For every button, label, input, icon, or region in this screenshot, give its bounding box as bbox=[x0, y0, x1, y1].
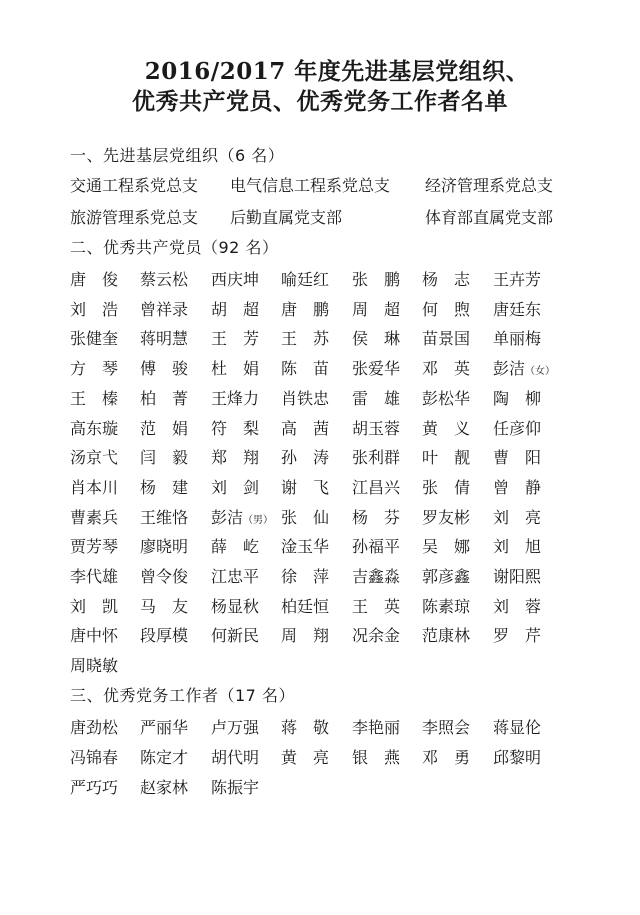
member-name bbox=[211, 478, 259, 498]
member-name-text: 王烽力 bbox=[211, 388, 260, 408]
member-name-text: 孙福平 bbox=[352, 537, 401, 557]
member-name bbox=[493, 508, 541, 528]
member-name-text: 谢 飞 bbox=[281, 477, 330, 497]
document-title-line2: 优秀共产党员、优秀党务工作者名单 bbox=[132, 88, 508, 115]
member-name bbox=[352, 300, 400, 320]
member-name bbox=[140, 626, 188, 646]
member-name bbox=[140, 448, 188, 468]
worker-name bbox=[211, 748, 259, 768]
worker-name-text: 李艳丽 bbox=[352, 718, 401, 737]
member-name bbox=[70, 597, 118, 617]
worker-name bbox=[422, 718, 470, 738]
member-name bbox=[281, 537, 329, 557]
member-name bbox=[422, 537, 470, 557]
member-name bbox=[422, 567, 470, 587]
member-name-text: 曹 阳 bbox=[493, 448, 542, 468]
member-name-text: 胡 超 bbox=[211, 299, 260, 319]
member-name bbox=[422, 448, 470, 468]
member-name bbox=[211, 300, 259, 320]
member-name bbox=[352, 597, 400, 617]
worker-name bbox=[70, 718, 118, 738]
member-name-text: 罗 芹 bbox=[493, 626, 542, 646]
member-name bbox=[422, 597, 470, 617]
member-name-text: 唐廷东 bbox=[493, 299, 542, 319]
worker-name-text: 冯锦春 bbox=[70, 748, 119, 767]
member-name-text: 淦玉华 bbox=[281, 537, 330, 557]
member-name-text: 闫 毅 bbox=[140, 448, 189, 468]
member-name bbox=[493, 478, 541, 498]
member-name bbox=[140, 419, 188, 439]
member-name-text: 陶 柳 bbox=[493, 388, 542, 408]
member-name bbox=[281, 300, 329, 320]
member-name-text: 王 榛 bbox=[70, 388, 119, 408]
organization-name bbox=[230, 208, 342, 228]
member-name bbox=[352, 508, 400, 528]
member-name-text: 廖晓明 bbox=[140, 537, 189, 557]
member-name-text: 唐 鹏 bbox=[281, 299, 330, 319]
member-name bbox=[140, 508, 188, 528]
member-name-text: 高 茜 bbox=[281, 418, 330, 438]
member-name-text: 彭洁 bbox=[211, 507, 244, 527]
member-name-text: 王 英 bbox=[352, 596, 401, 616]
worker-name-text: 卢万强 bbox=[211, 718, 260, 737]
member-name-text: 薛 屹 bbox=[211, 537, 260, 557]
member-name-text: 单丽梅 bbox=[493, 329, 542, 349]
member-name-text: 段厚模 bbox=[140, 626, 189, 646]
worker-name-text: 黄 亮 bbox=[281, 748, 330, 767]
worker-name bbox=[70, 748, 118, 768]
member-name bbox=[493, 567, 541, 587]
member-name bbox=[211, 389, 259, 409]
member-name bbox=[140, 567, 188, 587]
member-name bbox=[422, 329, 470, 349]
worker-name bbox=[352, 718, 400, 738]
worker-name bbox=[281, 718, 329, 738]
worker-name-text: 李照会 bbox=[422, 718, 471, 737]
member-name-text: 侯 琳 bbox=[352, 329, 401, 349]
organization-name bbox=[425, 176, 553, 196]
member-name-text: 徐 萍 bbox=[281, 567, 330, 586]
worker-name bbox=[422, 748, 470, 768]
member-name-text: 何新民 bbox=[211, 626, 260, 646]
member-name-text: 张 倩 bbox=[422, 477, 471, 497]
member-name-text: 刘 凯 bbox=[70, 596, 119, 616]
organization-name bbox=[425, 208, 553, 228]
member-name bbox=[70, 626, 118, 646]
member-name bbox=[70, 567, 118, 587]
member-name bbox=[70, 389, 118, 409]
member-name-text: 范 娟 bbox=[140, 418, 189, 438]
worker-name bbox=[281, 748, 329, 768]
member-name bbox=[493, 300, 541, 320]
member-name bbox=[422, 419, 470, 439]
worker-name-text: 蒋 敬 bbox=[281, 718, 330, 737]
member-name-text: 陈 苗 bbox=[281, 359, 330, 379]
worker-name bbox=[493, 748, 541, 768]
member-name-text: 唐中怀 bbox=[70, 626, 119, 646]
member-name bbox=[211, 508, 273, 531]
member-name bbox=[281, 270, 329, 290]
worker-name-text: 银 燕 bbox=[352, 748, 401, 767]
member-name-text: 王 苏 bbox=[281, 329, 330, 349]
member-name-text: 方 琴 bbox=[70, 359, 119, 379]
worker-name-text: 邱黎明 bbox=[493, 748, 542, 767]
worker-name bbox=[140, 778, 188, 798]
member-name-text: 况余金 bbox=[352, 626, 401, 646]
member-name bbox=[352, 567, 400, 587]
member-name-text: 符 梨 bbox=[211, 418, 260, 438]
member-name-text: 张健奎 bbox=[70, 329, 119, 349]
member-name-text: 叶 靓 bbox=[422, 448, 471, 468]
organization-name-text: 电气信息工程系党总支 bbox=[230, 176, 391, 195]
member-name-text: 周晓敏 bbox=[70, 656, 119, 676]
member-name-text: 范康林 bbox=[422, 626, 471, 646]
organization-name bbox=[70, 208, 198, 228]
organization-name-text: 经济管理系党总支 bbox=[425, 176, 554, 195]
member-name bbox=[281, 478, 329, 498]
worker-name-text: 严巧巧 bbox=[70, 778, 119, 797]
member-name bbox=[281, 597, 329, 617]
member-name bbox=[70, 537, 118, 557]
member-name-text: 唐 俊 bbox=[70, 270, 119, 289]
member-name-text: 任彦仰 bbox=[493, 418, 542, 438]
member-name bbox=[70, 300, 118, 320]
section2-heading: 二、优秀共产党员（92 名） bbox=[70, 238, 279, 257]
document-title-line1: 2016/2017 年度先进基层党组织、 bbox=[144, 58, 530, 85]
member-name-text: 肖铁忠 bbox=[281, 388, 330, 408]
worker-name-text: 严丽华 bbox=[140, 718, 189, 737]
worker-name bbox=[211, 778, 259, 798]
member-name-text: 贾芳琴 bbox=[70, 537, 119, 557]
member-name bbox=[493, 537, 541, 557]
member-name bbox=[140, 478, 188, 498]
member-name bbox=[211, 419, 259, 439]
gender-note-male: （男） bbox=[243, 514, 274, 526]
member-name bbox=[211, 359, 259, 379]
worker-name-text: 蒋显伦 bbox=[493, 718, 542, 737]
member-name bbox=[352, 329, 400, 349]
worker-name bbox=[211, 718, 259, 738]
worker-name bbox=[140, 718, 188, 738]
organization-name-text: 体育部直属党支部 bbox=[425, 208, 554, 227]
member-name-text: 陈素琼 bbox=[422, 596, 471, 616]
member-name-text: 邓 英 bbox=[422, 359, 471, 379]
member-name bbox=[211, 626, 259, 646]
member-name bbox=[493, 329, 541, 349]
member-name-text: 郑 翔 bbox=[211, 448, 260, 468]
member-name bbox=[493, 597, 541, 617]
member-name bbox=[281, 329, 329, 349]
member-name bbox=[352, 270, 400, 290]
member-name bbox=[281, 389, 329, 409]
member-name-text: 彭洁 bbox=[493, 359, 526, 379]
member-name-text: 吉鑫淼 bbox=[352, 567, 401, 586]
gender-note-female: （女） bbox=[525, 366, 556, 378]
member-name-text: 张 鹏 bbox=[352, 270, 401, 289]
member-name bbox=[70, 270, 118, 290]
section3-heading: 三、优秀党务工作者（17 名） bbox=[70, 686, 295, 705]
member-name-text: 谢阳熙 bbox=[493, 567, 542, 586]
member-name bbox=[211, 537, 259, 557]
member-name-text: 雷 雄 bbox=[352, 388, 401, 408]
member-name-text: 江忠平 bbox=[211, 567, 260, 586]
organization-name-text: 旅游管理系党总支 bbox=[70, 208, 199, 227]
member-name-text: 黄 义 bbox=[422, 418, 471, 438]
member-name-text: 张爱华 bbox=[352, 359, 401, 379]
member-name bbox=[140, 597, 188, 617]
member-name bbox=[493, 626, 541, 646]
member-name bbox=[493, 270, 541, 290]
organization-name-text: 交通工程系党总支 bbox=[70, 176, 199, 195]
member-name-text: 吴 娜 bbox=[422, 537, 471, 557]
member-name-text: 西庆坤 bbox=[211, 270, 260, 289]
member-name bbox=[211, 270, 259, 290]
member-name bbox=[70, 359, 118, 379]
member-name-text: 罗友彬 bbox=[422, 507, 471, 527]
member-name bbox=[422, 478, 470, 498]
member-name bbox=[352, 359, 400, 379]
member-name-text: 马 友 bbox=[140, 596, 189, 616]
member-name bbox=[422, 389, 470, 409]
member-name-text: 傅 骏 bbox=[140, 359, 189, 379]
worker-name-text: 邓 勇 bbox=[422, 748, 471, 767]
member-name-text: 刘 旭 bbox=[493, 537, 542, 557]
member-name-text: 曾祥录 bbox=[140, 299, 189, 319]
member-name-text: 杨 志 bbox=[422, 270, 471, 289]
member-name bbox=[281, 359, 329, 379]
member-name-text: 肖本川 bbox=[70, 477, 119, 497]
member-name-text: 刘 蓉 bbox=[493, 596, 542, 616]
member-name-text: 刘 剑 bbox=[211, 477, 260, 497]
member-name bbox=[281, 508, 329, 528]
member-name bbox=[352, 537, 400, 557]
worker-name-text: 陈振宇 bbox=[211, 778, 260, 797]
member-name bbox=[140, 359, 188, 379]
member-name bbox=[140, 329, 188, 349]
member-name bbox=[422, 300, 470, 320]
member-name bbox=[352, 448, 400, 468]
member-name-text: 柏 菁 bbox=[140, 388, 189, 408]
section1-heading: 一、先进基层党组织（6 名） bbox=[70, 146, 285, 165]
member-name bbox=[70, 329, 118, 349]
member-name-text: 杜 娟 bbox=[211, 359, 260, 379]
worker-name-text: 唐劲松 bbox=[70, 718, 119, 737]
member-name bbox=[493, 359, 555, 382]
organization-name-text: 后勤直属党支部 bbox=[230, 208, 343, 227]
member-name-text: 曾 静 bbox=[493, 477, 542, 497]
member-name-text: 刘 浩 bbox=[70, 299, 119, 319]
member-name bbox=[211, 448, 259, 468]
member-name-text: 郭彦鑫 bbox=[422, 567, 471, 586]
worker-name bbox=[493, 718, 541, 738]
member-name-text: 苗景国 bbox=[422, 329, 471, 349]
member-name-text: 喻廷红 bbox=[281, 270, 330, 289]
member-name-text: 杨显秋 bbox=[211, 596, 260, 616]
member-name bbox=[140, 270, 188, 290]
member-name bbox=[140, 300, 188, 320]
worker-name bbox=[352, 748, 400, 768]
member-name-text: 孙 涛 bbox=[281, 448, 330, 468]
member-name bbox=[70, 478, 118, 498]
member-name bbox=[281, 419, 329, 439]
worker-name-text: 赵家林 bbox=[140, 778, 189, 797]
member-name-text: 王卉芳 bbox=[493, 270, 542, 289]
member-name-text: 蔡云松 bbox=[140, 270, 189, 289]
member-name-text: 胡玉蓉 bbox=[352, 418, 401, 438]
member-name bbox=[352, 626, 400, 646]
member-name-text: 刘 亮 bbox=[493, 507, 542, 527]
member-name bbox=[140, 389, 188, 409]
member-name bbox=[352, 478, 400, 498]
member-name bbox=[211, 597, 259, 617]
member-name-text: 曾令俊 bbox=[140, 567, 189, 586]
member-name-text: 彭松华 bbox=[422, 388, 471, 408]
member-name bbox=[281, 626, 329, 646]
member-name bbox=[70, 419, 118, 439]
member-name-text: 江昌兴 bbox=[352, 477, 401, 497]
member-name bbox=[422, 270, 470, 290]
member-name bbox=[422, 359, 470, 379]
member-name-text: 王 芳 bbox=[211, 329, 260, 349]
member-name bbox=[211, 567, 259, 587]
member-name bbox=[211, 329, 259, 349]
member-name bbox=[493, 419, 541, 439]
member-name-text: 高东璇 bbox=[70, 418, 119, 438]
member-name-text: 王维恪 bbox=[140, 507, 189, 527]
member-name bbox=[70, 508, 118, 528]
worker-name bbox=[70, 778, 118, 798]
worker-name-text: 陈定才 bbox=[140, 748, 189, 767]
member-name bbox=[140, 537, 188, 557]
member-name bbox=[70, 448, 118, 468]
member-name bbox=[281, 448, 329, 468]
member-name-text: 李代雄 bbox=[70, 567, 119, 586]
member-name-text: 汤京弋 bbox=[70, 448, 119, 468]
member-name bbox=[493, 448, 541, 468]
member-name-text: 周 翔 bbox=[281, 626, 330, 646]
member-name bbox=[281, 567, 329, 587]
member-name-text: 何 煦 bbox=[422, 299, 471, 319]
member-name bbox=[493, 389, 541, 409]
member-name bbox=[422, 626, 470, 646]
member-name-text: 杨 芬 bbox=[352, 507, 401, 527]
member-name-text: 曹素兵 bbox=[70, 507, 119, 527]
organization-name bbox=[230, 176, 390, 196]
member-name-text: 张 仙 bbox=[281, 507, 330, 527]
member-name-text: 周 超 bbox=[352, 299, 401, 319]
worker-name-text: 胡代明 bbox=[211, 748, 260, 767]
member-name bbox=[352, 419, 400, 439]
organization-name bbox=[70, 176, 198, 196]
member-name-text: 蒋明慧 bbox=[140, 329, 189, 349]
member-name bbox=[352, 389, 400, 409]
worker-name bbox=[140, 748, 188, 768]
member-name-text: 柏廷恒 bbox=[281, 596, 330, 616]
member-name-text: 杨 建 bbox=[140, 477, 189, 497]
member-name bbox=[70, 656, 118, 676]
member-name-text: 张利群 bbox=[352, 448, 401, 468]
member-name bbox=[422, 508, 470, 528]
